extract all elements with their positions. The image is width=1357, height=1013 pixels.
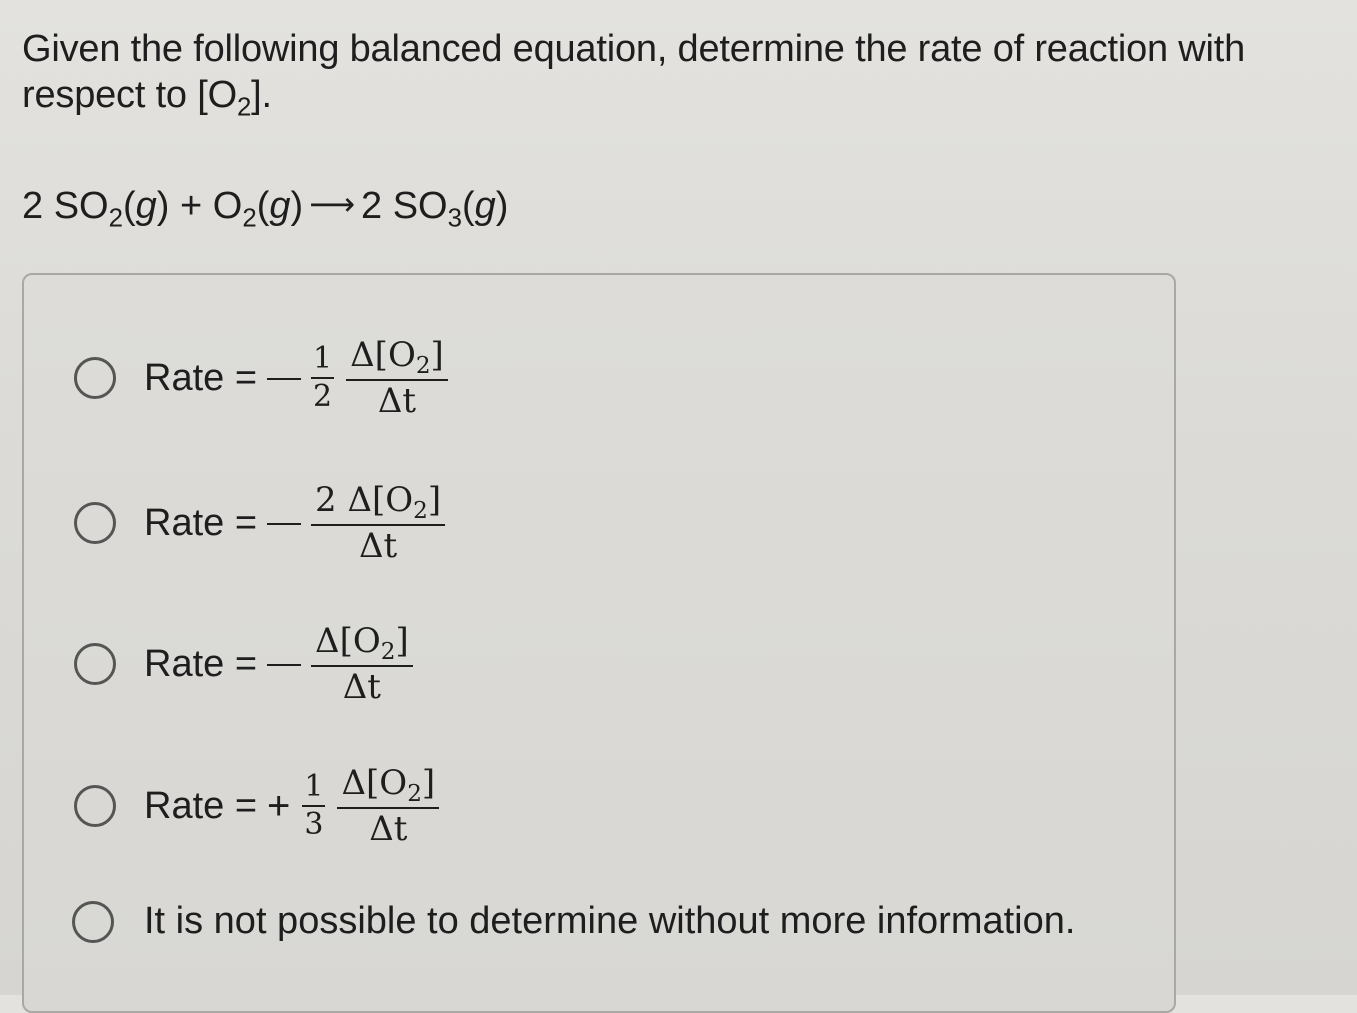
minus-sign xyxy=(267,378,301,380)
question-text-main: Given the following balanced equation, determine the rate of reaction with respect to [O xyxy=(22,28,1246,116)
question-subscript: 2 xyxy=(236,93,252,122)
plus-sign: + xyxy=(267,783,291,828)
coefficient-denominator: 2 xyxy=(313,379,333,414)
question-text-end: ]. xyxy=(251,74,272,116)
option-label: It is not possible to determine without more information. xyxy=(144,900,1076,942)
rate-fraction xyxy=(311,621,413,707)
rate-numerator xyxy=(346,335,448,379)
radio-button-icon[interactable] xyxy=(74,357,116,399)
rate-numerator xyxy=(311,480,445,524)
minus-sign xyxy=(267,523,301,525)
rate-denominator: Δt xyxy=(342,667,381,707)
reactant-o2-subscript: 2 xyxy=(242,204,257,233)
rate-numerator xyxy=(311,621,413,665)
rate-fraction xyxy=(311,480,445,566)
numerator-text: Δ[O xyxy=(350,335,416,375)
rate-fraction xyxy=(346,335,448,421)
rate-expression xyxy=(267,480,451,566)
rate-denominator: Δt xyxy=(377,381,417,421)
rate-denominator: Δt xyxy=(369,809,408,849)
answer-options-box xyxy=(22,273,1176,1013)
numerator-subscript: 2 xyxy=(415,353,431,380)
reactant-so2-state: (g) xyxy=(122,185,170,227)
rate-denominator: Δt xyxy=(358,526,398,566)
answer-option-4[interactable] xyxy=(74,763,445,849)
reactant-o2: + O xyxy=(169,185,243,227)
reactant-o2-state: (g) xyxy=(256,185,304,227)
radio-button-icon[interactable] xyxy=(72,901,114,943)
numerator-close: ] xyxy=(430,335,444,375)
radio-button-icon[interactable] xyxy=(74,643,116,685)
coefficient-numerator: 1 xyxy=(313,341,333,376)
numerator-subscript: 2 xyxy=(407,781,422,808)
answer-option-5[interactable] xyxy=(72,900,1075,943)
rate-numerator xyxy=(337,763,439,807)
option-label: Rate = xyxy=(144,501,258,544)
reactant-so2-subscript: 2 xyxy=(108,204,123,233)
answer-option-3[interactable] xyxy=(74,621,419,707)
answer-option-1[interactable] xyxy=(74,335,454,421)
numerator-close: ] xyxy=(427,480,442,520)
numerator-subscript: 2 xyxy=(380,639,396,666)
radio-button-icon[interactable] xyxy=(74,785,116,827)
option-label: Rate = xyxy=(144,356,258,399)
coefficient-denominator: 3 xyxy=(304,807,324,842)
answer-option-2[interactable] xyxy=(74,480,451,566)
option-label: Rate = xyxy=(144,784,258,827)
product-so3-subscript: 3 xyxy=(447,204,462,233)
coefficient-fraction xyxy=(302,769,325,843)
numerator-subscript: 2 xyxy=(413,498,428,525)
product-so3: 2 SO xyxy=(361,185,448,227)
numerator-text: 2 Δ[O xyxy=(315,480,414,520)
numerator-text: Δ[O xyxy=(315,621,381,661)
chemical-equation xyxy=(22,183,509,233)
numerator-close: ] xyxy=(421,763,436,803)
rate-expression xyxy=(267,335,454,421)
numerator-text: Δ[O xyxy=(341,763,408,803)
coefficient-numerator: 1 xyxy=(304,769,324,804)
rate-expression xyxy=(267,621,419,707)
numerator-close: ] xyxy=(395,621,409,661)
minus-sign xyxy=(267,664,301,666)
coefficient-fraction xyxy=(311,341,334,415)
reaction-arrow-icon: ⟶ xyxy=(309,186,356,222)
reactant-so2: 2 SO xyxy=(22,185,109,227)
option-label: Rate = xyxy=(144,642,258,685)
radio-button-icon[interactable] xyxy=(74,502,116,544)
product-so3-state: (g) xyxy=(462,185,509,227)
question-text xyxy=(22,26,1322,122)
rate-fraction xyxy=(337,763,439,849)
rate-expression xyxy=(267,763,445,849)
